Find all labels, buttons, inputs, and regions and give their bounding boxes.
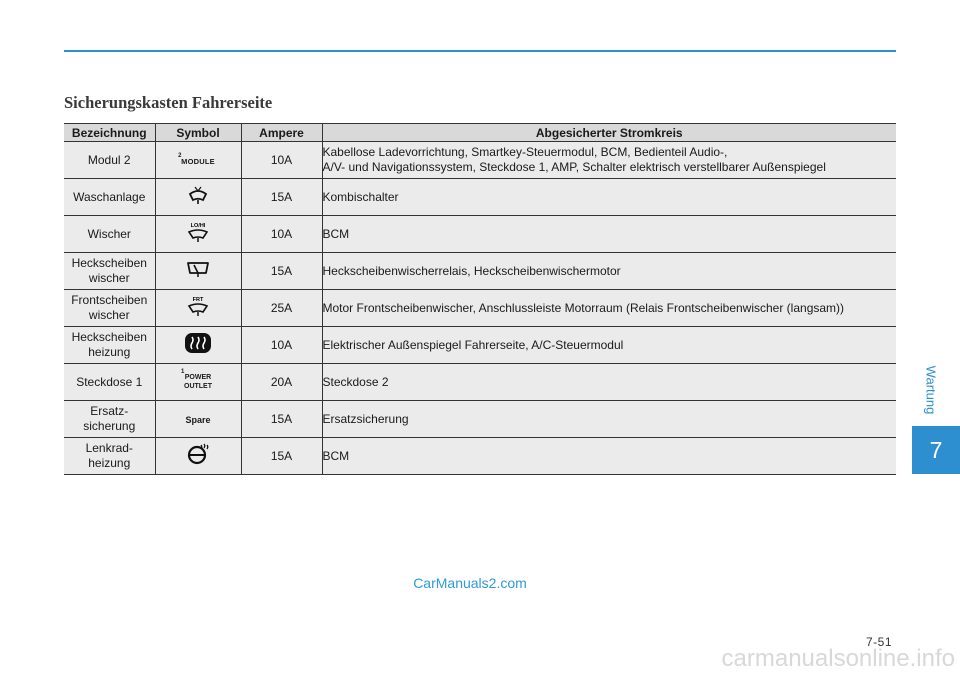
fuse-name: Heckscheiben heizung <box>64 327 155 364</box>
heated-steering-wheel-icon <box>186 442 210 466</box>
table-row <box>64 253 896 290</box>
fuse-name: Frontscheiben wischer <box>64 290 155 327</box>
fuse-name: Wischer <box>64 216 155 253</box>
footer-watermark: carmanualsonline.info <box>721 645 955 672</box>
fuse-circuit: BCM <box>322 438 896 475</box>
fuse-symbol <box>155 216 241 253</box>
page-number: 7-51 <box>865 635 892 649</box>
fuse-symbol <box>155 179 241 216</box>
fuse-symbol <box>155 327 241 364</box>
washer-icon <box>186 185 210 205</box>
fuse-symbol <box>155 142 241 179</box>
fuse-ampere: 20A <box>241 364 322 401</box>
table-row <box>64 401 896 438</box>
side-tab-label: Wartung <box>923 365 939 415</box>
fuse-circuit: Kabellose Ladevorrichtung, Smartkey-Steuermodul, BCM, Bedienteil Audio-, A/V- und Navigationssystem, Steckdose 1, AMP, Schalter elektrisch verstellbarer Außenspiegel <box>322 142 896 179</box>
fuse-symbol <box>155 438 241 475</box>
fuse-symbol <box>155 253 241 290</box>
fuse-name: Heckscheiben wischer <box>64 253 155 290</box>
fuse-symbol <box>155 290 241 327</box>
rear-defrost-icon <box>183 330 213 356</box>
fuse-circuit: Kombischalter <box>322 179 896 216</box>
fuse-name: Steckdose 1 <box>64 364 155 401</box>
top-rule <box>64 50 896 52</box>
fuse-circuit: Steckdose 2 <box>322 364 896 401</box>
svg-text:LO/HI: LO/HI <box>190 223 206 229</box>
header-ampere: Ampere <box>241 124 322 142</box>
watermark: CarManuals2.com <box>413 575 527 591</box>
header-symbol: Symbol <box>155 124 241 142</box>
table-row <box>64 142 896 179</box>
fuse-name: Waschanlage <box>64 179 155 216</box>
section-title: Sicherungskasten Fahrerseite <box>64 93 273 112</box>
fuse-symbol <box>155 401 241 438</box>
header-stromkreis: Abgesicherter Stromkreis <box>322 124 896 142</box>
front-wiper-icon <box>184 295 212 317</box>
fuse-circuit: BCM <box>322 216 896 253</box>
table-row <box>64 327 896 364</box>
table-row <box>64 438 896 475</box>
fuse-name: Ersatz- sicherung <box>64 401 155 438</box>
table-header-row <box>64 124 896 142</box>
wiper-low-icon <box>184 221 212 243</box>
fuse-circuit: Heckscheibenwischerrelais, Heckscheibenwischermotor <box>322 253 896 290</box>
fuse-ampere: 15A <box>241 253 322 290</box>
table-row <box>64 179 896 216</box>
table-row <box>64 216 896 253</box>
table-row <box>64 290 896 327</box>
header-bezeichnung: Bezeichnung <box>64 124 155 142</box>
fuse-symbol <box>155 364 241 401</box>
rear-wiper-icon <box>185 259 211 279</box>
fuse-name: Lenkrad- heizung <box>64 438 155 475</box>
chapter-tab: 7 <box>912 426 960 474</box>
fuse-circuit: Motor Frontscheibenwischer, Anschlussleiste Motorraum (Relais Frontscheibenwischer (langsam)) <box>322 290 896 327</box>
fuse-circuit: Ersatzsicherung <box>322 401 896 438</box>
fuse-ampere: 10A <box>241 142 322 179</box>
power-outlet-label: 1 POWER OUTLET <box>181 368 212 390</box>
fuse-ampere: 15A <box>241 179 322 216</box>
table-row <box>64 364 896 401</box>
module-2-label: 2 MODULE <box>178 152 215 166</box>
fuse-ampere: 10A <box>241 216 322 253</box>
fuse-ampere: 25A <box>241 290 322 327</box>
fuse-name: Modul 2 <box>64 142 155 179</box>
fuse-ampere: 10A <box>241 327 322 364</box>
spare-label: Spare <box>185 414 211 425</box>
svg-text:FRT: FRT <box>192 297 204 303</box>
fuse-ampere: 15A <box>241 438 322 475</box>
fuse-table <box>64 123 896 475</box>
fuse-ampere: 15A <box>241 401 322 438</box>
fuse-circuit: Elektrischer Außenspiegel Fahrerseite, A/C-Steuermodul <box>322 327 896 364</box>
